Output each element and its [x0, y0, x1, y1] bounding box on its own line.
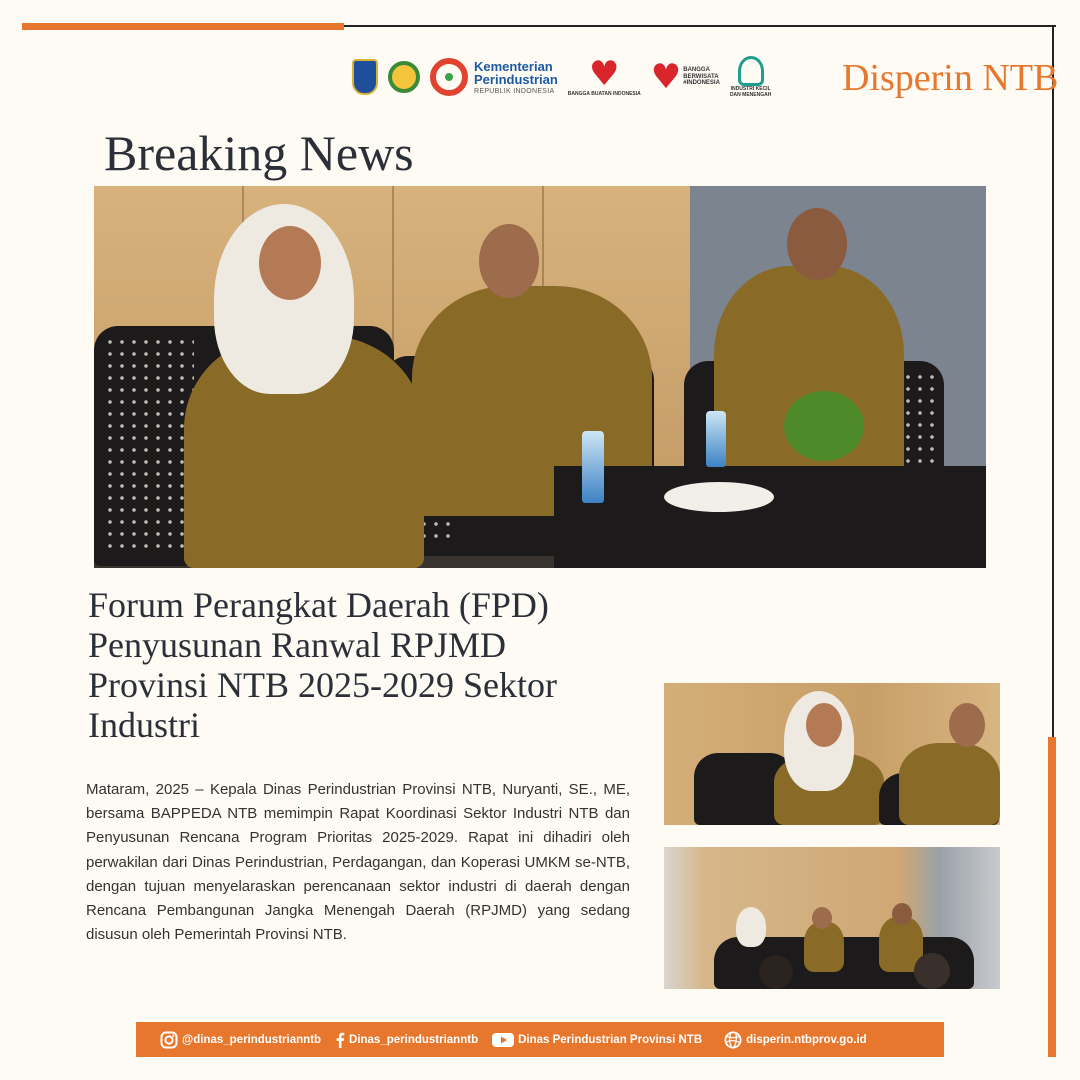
thumbnail-photo-2 [664, 847, 1000, 989]
kemenperin-logo [430, 58, 558, 96]
instagram-icon [160, 1031, 178, 1049]
heart-icon: ♥ [650, 57, 682, 97]
breaking-news-heading: Breaking News [104, 125, 414, 181]
youtube-link[interactable] [492, 1032, 702, 1048]
partner-logos [352, 52, 771, 102]
youtube-icon [492, 1032, 514, 1048]
thumbnail-photo-1 [664, 683, 1000, 825]
right-frame-line [1052, 25, 1054, 737]
kemenperin-line2: Perindustrian [474, 71, 558, 87]
ikm-line2: DAN MENENGAH [729, 92, 772, 98]
right-accent-bar [1048, 737, 1056, 1057]
kemenperin-mark-icon [430, 58, 468, 96]
bbwi-line2: BERWISATA [683, 73, 719, 80]
disperin-gear-logo [388, 61, 420, 93]
article-body: Mataram, 2025 – Kepala Dinas Perindustrian Provinsi NTB, Nuryanti, SE., ME, bersama BAPPEDA NTB memimpin Rapat Koordinasi Sektor Industri NTB dan Penyusunan Rencana Program Prioritas 2025-2029. Rapat ini dihadiri oleh perwakilan dari Dinas Perindustrian, Perdagangan, dan Koperasi UMKM se-NTB, dengan tujuan menyelaraskan perencanaan sektor industri di daerah dengan Rencana Pembangunan Jangka Menengah Daerah (RPJMD) yang sedang disusun oleh Pemerintah Provinsi NTB. [86, 781, 630, 944]
facebook-handle: Dinas_perindustrianntb [349, 1033, 479, 1046]
bbwi-line3: #INDONESIA [683, 80, 720, 87]
ikm-line1: INDUSTRI KECIL [730, 86, 771, 92]
headline-line-3: Provinsi NTB 2025-2029 Sektor [88, 665, 558, 705]
kemenperin-line1: Kementerian [474, 58, 553, 74]
headline-line-1: Forum Perangkat Daerah (FPD) [88, 585, 549, 625]
article-headline [88, 585, 648, 745]
kemenperin-line3: REPUBLIK INDONESIA [474, 87, 555, 95]
top-frame-line [344, 25, 1056, 27]
bangga-berwisata-logo [650, 57, 720, 97]
main-photo [94, 186, 986, 568]
ikm-logo [730, 56, 771, 98]
website-link[interactable] [724, 1031, 867, 1049]
headline-line-2: Penyusunan Ranwal RPJMD [88, 625, 507, 665]
headline-line-4: Industri [88, 705, 200, 745]
facebook-link[interactable] [335, 1032, 478, 1048]
globe-icon [724, 1031, 742, 1049]
facebook-icon [335, 1032, 345, 1048]
bangga-buatan-indonesia-logo [567, 54, 641, 97]
ikm-mark-icon [738, 56, 764, 86]
bbwi-line1: BANGGA [683, 67, 710, 74]
website-url: disperin.ntbprov.go.id [746, 1033, 867, 1046]
youtube-channel: Dinas Perindustrian Provinsi NTB [518, 1033, 703, 1046]
instagram-handle: @dinas_perindustrianntb [182, 1033, 322, 1046]
instagram-link[interactable] [160, 1031, 321, 1049]
top-accent-bar [22, 23, 344, 30]
bbi-caption: BANGGA BUATAN INDONESIA [567, 91, 641, 97]
brand-name: Disperin NTB [842, 57, 1059, 99]
social-footer [136, 1022, 944, 1057]
ntb-province-logo [352, 59, 378, 95]
heart-icon: ♥ [589, 54, 620, 94]
